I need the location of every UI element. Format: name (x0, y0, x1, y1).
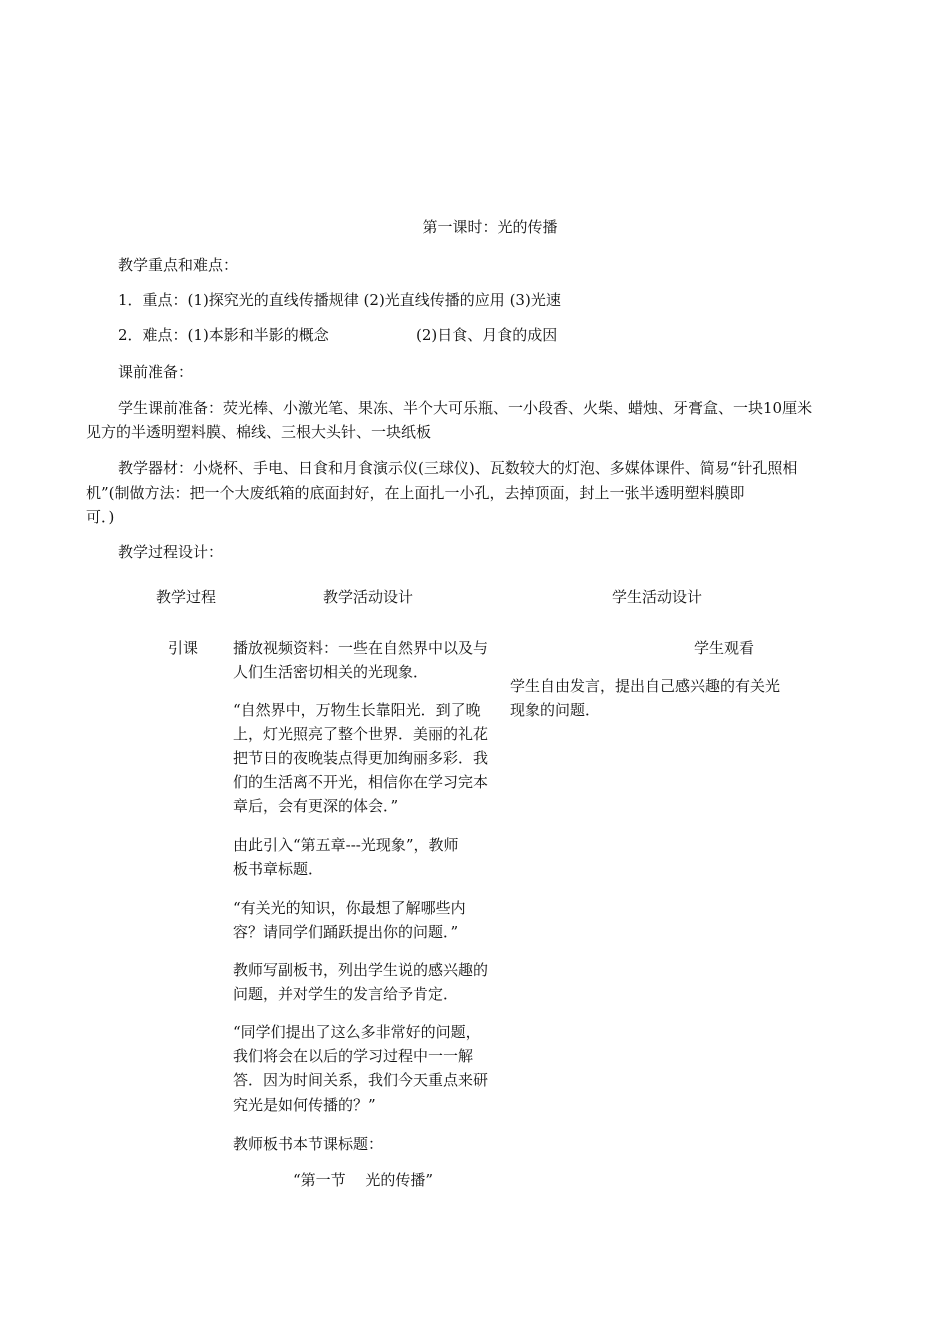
teacher-text: 板书章标题． (233, 860, 324, 878)
focus-heading: 教学重点和难点： (118, 256, 239, 274)
table-header-teacher: 教学活动设计 (323, 588, 414, 606)
table-cell-stage: 引课 (168, 639, 199, 657)
teacher-text: 上，灯光照亮了整个世界．美丽的礼花 (233, 725, 489, 743)
teacher-text: 问题，并对学生的发言给予肯定． (233, 985, 459, 1003)
student-text: 现象的问题． (510, 701, 601, 719)
difficulty-item-prefix: 2．难点：(1)本影和半影的概念 (118, 326, 329, 344)
teacher-text: 教师板书本节课标题： (233, 1135, 384, 1153)
equipment-line-3: 可．) (86, 508, 115, 526)
teacher-text: 人们生活密切相关的光现象． (233, 663, 429, 681)
equipment-line-1: 教学器材：小烧杯、手电、日食和月食演示仪(三球仪)、瓦数较大的灯泡、多媒体课件、简易“针孔照相 (118, 459, 798, 477)
difficulty-item-suffix: (2)日食、月食的成因 (416, 326, 558, 344)
teacher-text: 究光是如何传播的？” (233, 1096, 376, 1114)
teacher-text: 播放视频资料：一些在自然界中以及与 (233, 639, 489, 657)
teacher-text: 章后，会有更深的体会．” (233, 797, 399, 815)
table-header-student: 学生活动设计 (612, 588, 703, 606)
table-header-stage: 教学过程 (156, 588, 217, 606)
section-title-quote: “第一节 光的传播” (293, 1171, 434, 1189)
student-text: 学生观看 (694, 639, 755, 657)
teacher-text: “自然界中，万物生长靠阳光．到了晚 (233, 701, 481, 719)
teacher-text: 容？请同学们踊跃提出你的问题．” (233, 923, 459, 941)
prep-heading: 课前准备： (118, 363, 194, 381)
focus-item-1: 1．重点：(1)探究光的直线传播规律 (2)光直线传播的应用 (3)光速 (118, 291, 561, 309)
process-heading: 教学过程设计： (118, 543, 224, 561)
page-title: 第一课时：光的传播 (422, 218, 558, 236)
student-text: 学生自由发言，提出自己感兴趣的有关光 (510, 677, 781, 695)
student-prep-line-2: 见方的半透明塑料膜、棉线、三根大头针、一块纸板 (86, 423, 432, 441)
equipment-line-2: 机”(制做方法：把一个大废纸箱的底面封好，在上面扎一小孔，去掉顶面，封上一张半透明塑料膜即 (86, 484, 745, 502)
student-prep-line-1: 学生课前准备：荧光棒、小激光笔、果冻、半个大可乐瓶、一小段香、火柴、蜡烛、牙膏盒、一块10厘米 (118, 399, 813, 417)
teacher-text: 由此引入“第五章---光现象”，教师 (233, 836, 459, 854)
teacher-text: 把节日的夜晚装点得更加绚丽多彩．我 (233, 749, 489, 767)
teacher-text: 我们将会在以后的学习过程中一一解 (233, 1047, 474, 1065)
teacher-text: “有关光的知识，你最想了解哪些内 (233, 899, 466, 917)
teacher-text: “同学们提出了这么多非常好的问题， (233, 1023, 481, 1041)
teacher-text: 们的生活离不开光，相信你在学习完本 (233, 773, 489, 791)
teacher-text: 教师写副板书，列出学生说的感兴趣的 (233, 961, 489, 979)
teacher-text: 答．因为时间关系，我们今天重点来研 (233, 1071, 489, 1089)
